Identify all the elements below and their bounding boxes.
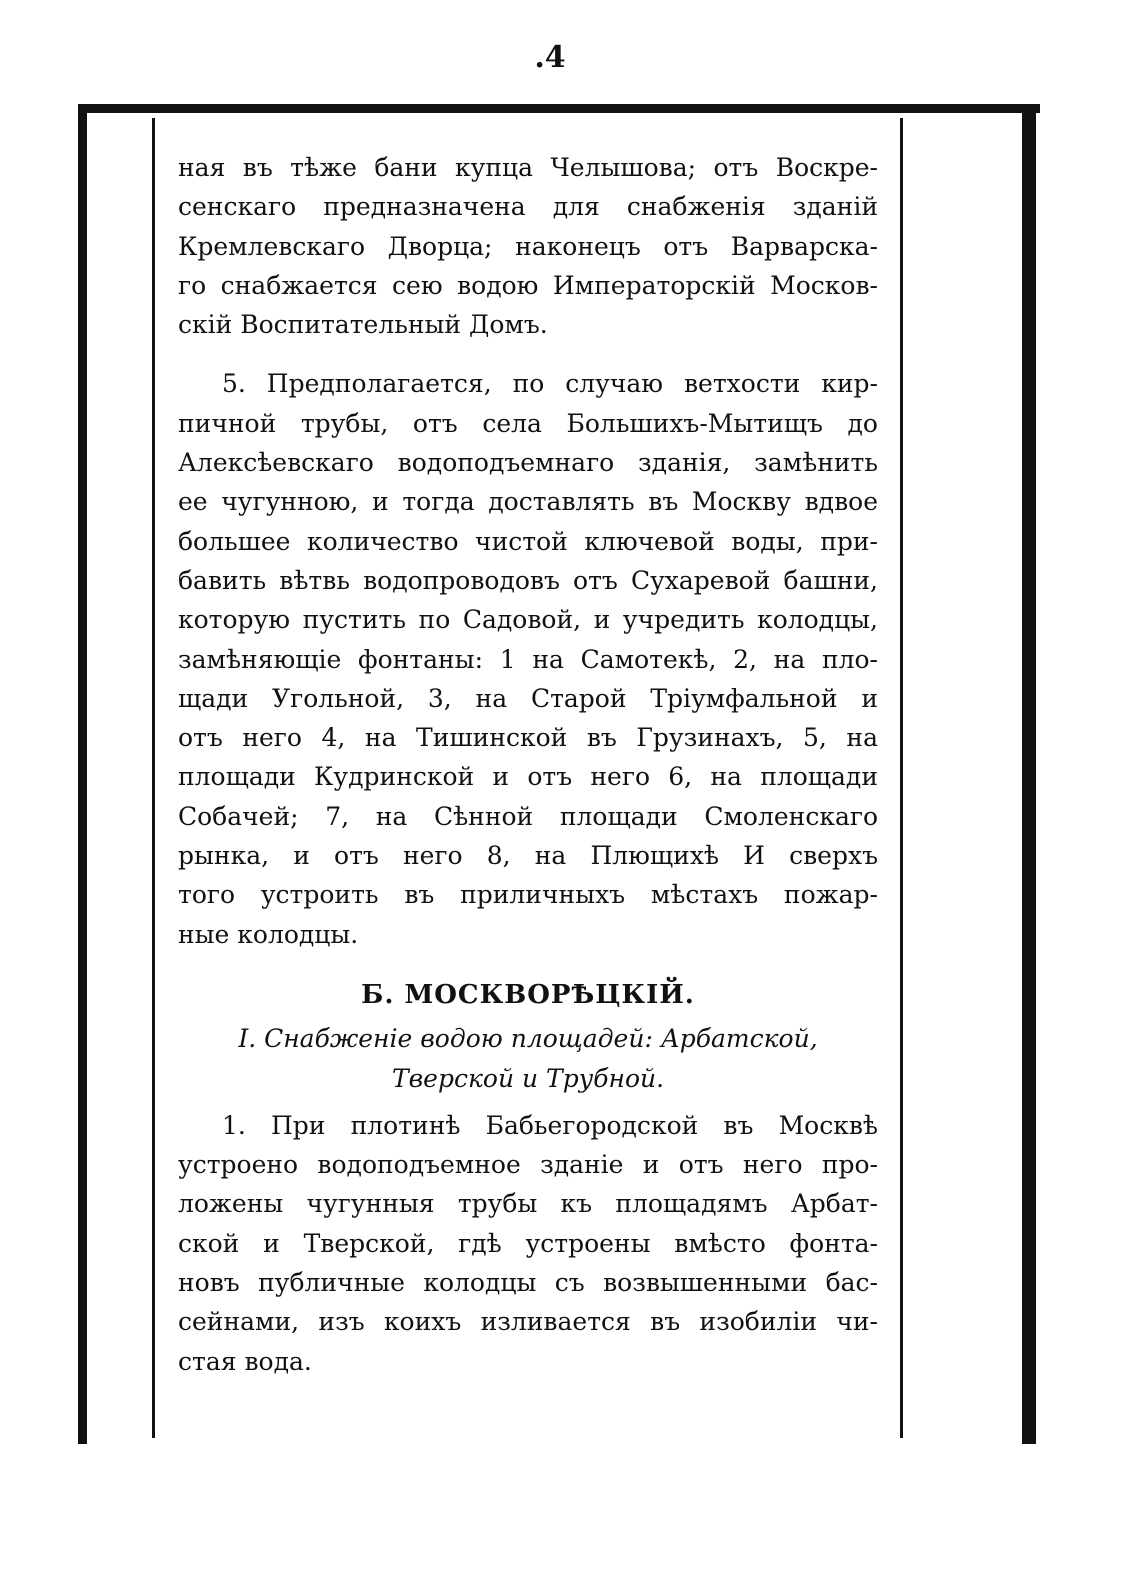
text-line: 1. При плотинѣ Бабьегородской въ Москвѣ [222,1110,878,1140]
text-line: 5. Предполагается, по случаю ветхости кир- [222,369,878,399]
section-heading: Б. МОСКВОРѢЦКІЙ. [361,979,695,1010]
text-line: ная въ тѣже бани купца Челышова; отъ Воскре- [178,153,878,182]
text-line: бавить вѣтвь водопроводовъ отъ Сухаревой башни, [178,565,878,595]
frame-left-inner-border [152,118,155,1438]
text-line: Собачей; 7, на Сѣнной площади Смоленскаго [178,801,878,831]
paragraph-continued [178,148,878,344]
text-line: щади Угольной, 3, на Старой Тріумфальной и [178,683,878,713]
text-line: замѣняющіе фонтаны: 1 на Самотекѣ, 2, на пло- [178,644,878,674]
text-line: го снабжается сею водою Императорскій Москов- [178,270,878,300]
text-line: пичной трубы, отъ села Большихъ-Мытищъ до [178,408,878,438]
frame-right-inner-border [900,118,903,1438]
paragraph-gap [178,1098,878,1106]
text-line: отъ него 4, на Тишинской въ Грузинахъ, 5, на [178,723,878,753]
text-line: ской и Тверской, гдѣ устроены вмѣсто фонта- [178,1228,878,1258]
text-line: Кремлевскаго Дворца; наконецъ отъ Варварска- [178,231,878,261]
text-line: ложены чугунныя трубы къ площадямъ Арбат- [178,1189,878,1219]
text-line: устроено водоподъемное зданіе и отъ него про- [178,1150,878,1180]
text-line: того устроить въ приличныхъ мѣстахъ пожар- [178,880,878,910]
text-line: ные колодцы. [178,919,359,949]
text-line: новъ публичные колодцы съ возвышенными бас- [178,1268,878,1298]
section-subheading: I. Снабженіе водою площадей: Арбатской, [238,1024,818,1054]
page-body [178,148,878,1381]
text-line: большее количество чистой ключевой воды, при- [178,526,878,556]
frame-left-outer-border [78,104,87,1444]
section-subheading: Тверской и Трубной. [391,1063,665,1093]
text-line: сейнами, изъ коихъ изливается въ изобиліи чи- [178,1307,878,1337]
paragraph-5 [178,364,878,953]
text-line: Алексѣевскаго водоподъемнаго зданія, замѣнить [178,448,878,478]
text-line: скій Воспитательный Домъ. [178,310,548,340]
frame-top-border [78,104,1040,113]
text-line: стая вода. [178,1346,312,1376]
page-number: .4 [534,40,566,75]
paragraph-gap [178,344,878,364]
text-line: рынка, и отъ него 8, на Плющихѣ И сверхъ [178,841,878,871]
frame-right-outer-border [1022,104,1036,1444]
text-line: которую пустить по Садовой, и учредить колодцы, [178,605,878,635]
paragraph-1 [178,1106,878,1381]
text-line: ее чугунною, и тогда доставлять въ Москву вдвое [178,487,878,517]
text-line: сенскаго предназначена для снабженія зданій [178,192,878,222]
text-line: площади Кудринской и отъ него 6, на площади [178,762,878,792]
